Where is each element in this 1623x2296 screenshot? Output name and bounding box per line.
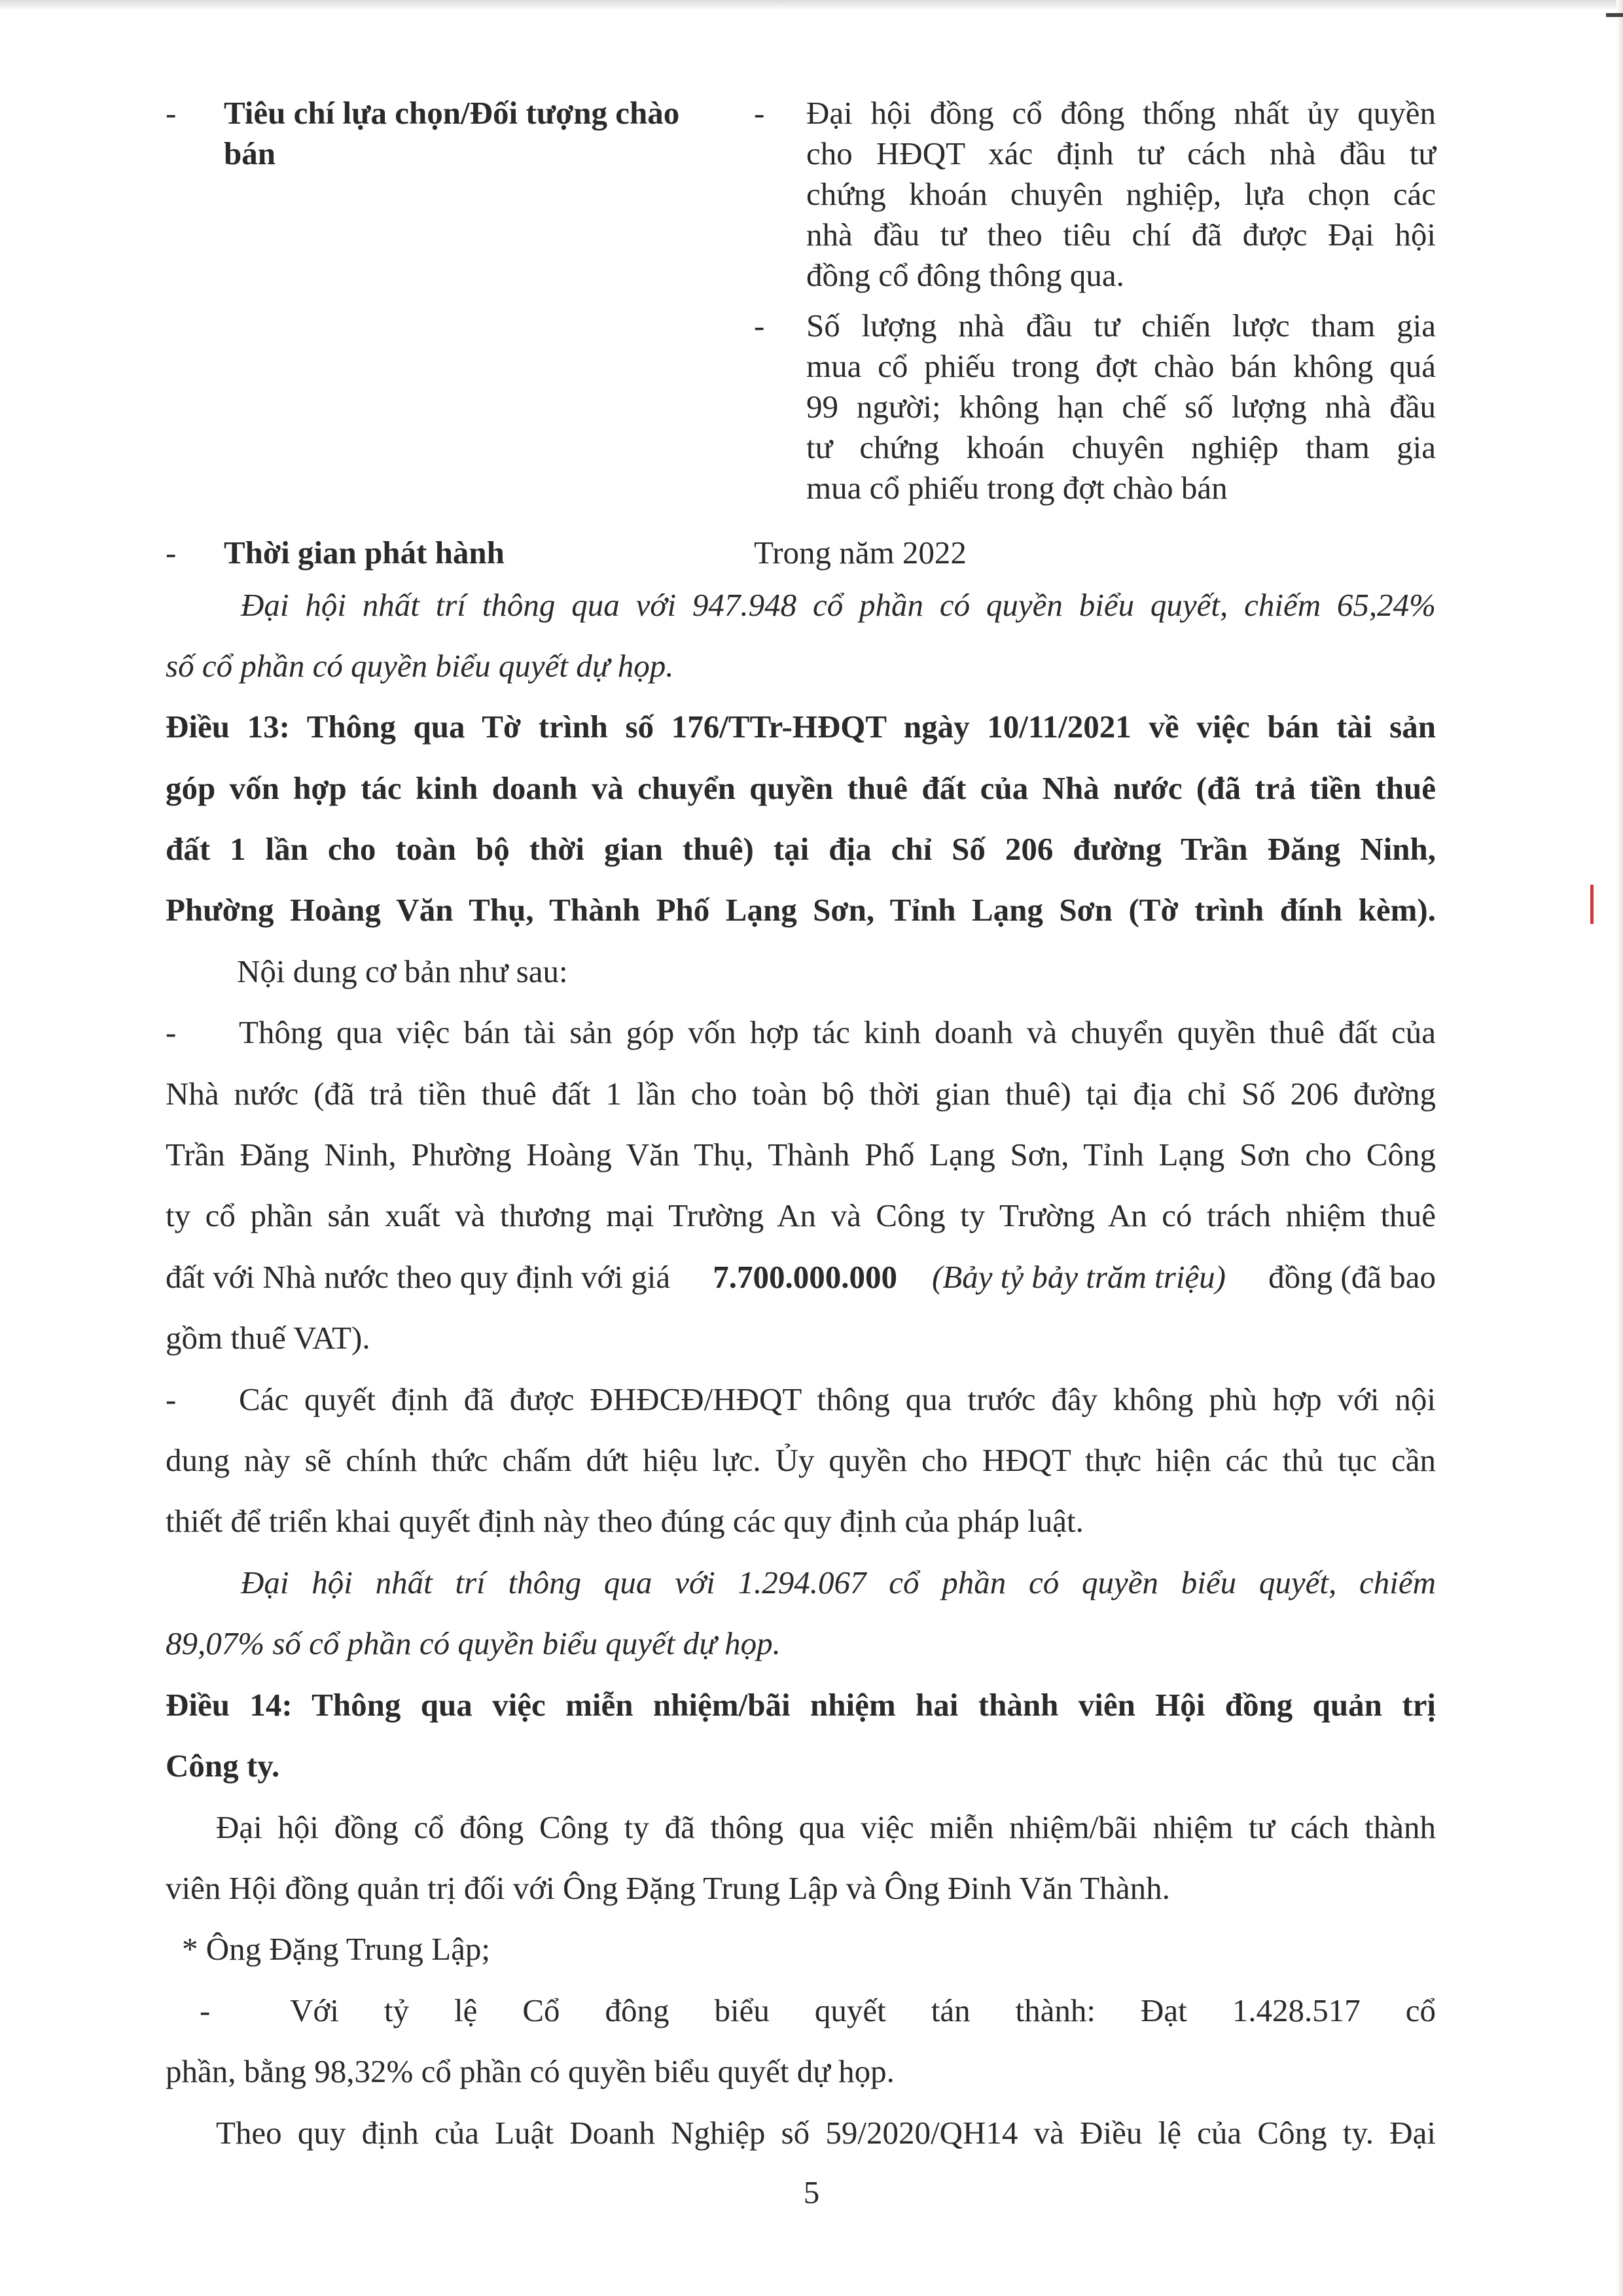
scan-edge-right [1616, 0, 1623, 2296]
price-words: (Bảy tỷ bảy trăm triệu) [931, 1259, 1226, 1295]
article-13-item1-line: ty cổ phần sản xuất và thương mại Trường An và Công ty Trường An có trách nhiệm thuê [166, 1197, 1436, 1233]
article-13-heading-line: góp vốn hợp tác kinh doanh và chuyển quyền thuê đất của Nhà nước (đã trả tiền thuê [166, 770, 1436, 806]
article-14-vote-dash: - [200, 1992, 211, 2028]
article-14-heading-line: Công ty. [166, 1748, 280, 1784]
article-13-item1-line: Thông qua việc bán tài sản góp vốn hợp tác kinh doanh và chuyển quyền thuê đất của [239, 1014, 1436, 1050]
article-13-item1-line: Trần Đăng Ninh, Phường Hoàng Văn Thụ, Thành Phố Lạng Sơn, Tỉnh Lạng Sơn cho Công [166, 1137, 1436, 1173]
page-number: 5 [803, 2174, 820, 2210]
red-margin-mark [1590, 885, 1594, 924]
article-14-vote-line: Với tỷ lệ Cổ đông biểu quyết tán thành: Đạt 1.428.517 cổ [290, 1992, 1436, 2028]
article-13-item2-line: dung này sẽ chính thức chấm dứt hiệu lực. Ủy quyền cho HĐQT thực hiện các thủ tục cần [166, 1442, 1436, 1478]
issue-time-label: Thời gian phát hành [224, 535, 505, 571]
article-13-heading-line: Phường Hoàng Văn Thụ, Thành Phố Lạng Sơn, Tỉnh Lạng Sơn (Tờ trình đính kèm). [166, 892, 1436, 928]
criteria-bullet1-line: chứng khoán chuyên nghiệp, lựa chọn các [806, 176, 1436, 212]
article-14-last-line: Theo quy định của Luật Doanh Nghiệp số 59/2020/QH14 và Điều lệ của Công ty. Đại [216, 2115, 1436, 2151]
criteria-bullet2-line: mua cổ phiếu trong đợt chào bán không quá [806, 348, 1436, 384]
article-14-person: * Ông Đặng Trung Lập; [182, 1931, 490, 1967]
criteria-bullet2-line: mua cổ phiếu trong đợt chào bán [806, 470, 1228, 506]
price-amount: 7.700.000.000 [713, 1259, 898, 1295]
article-14-para1-line: Đại hội đồng cổ đông Công ty đã thông qua việc miễn nhiệm/bãi nhiệm tư cách thành [216, 1809, 1436, 1845]
criteria-bullet1-line: cho HĐQT xác định tư cách nhà đầu tư [806, 135, 1436, 171]
article-13-item2-dash: - [166, 1381, 177, 1417]
article-13-item1-line: Nhà nước (đã trả tiền thuê đất 1 lần cho toàn bộ thời gian thuê) tại địa chỉ Số 206 đường [166, 1076, 1436, 1112]
criteria-bullet2-line: tư chứng khoán chuyên nghiệp tham gia [806, 429, 1436, 465]
price-suffix: đồng (đã bao [1260, 1259, 1436, 1295]
criteria-bullet1-line: nhà đầu tư theo tiêu chí đã được Đại hội [806, 217, 1436, 253]
price-prefix: đất với Nhà nước theo quy định với giá [166, 1259, 679, 1295]
article-13-item1-line: gồm thuế VAT). [166, 1320, 370, 1356]
scan-corner-mark [1606, 13, 1623, 17]
article-13-vote-line: 89,07% số cổ phần có quyền biểu quyết dự họp. [166, 1625, 781, 1661]
article-13-vote-line: Đại hội nhất trí thông qua với 1.294.067 cổ phần có quyền biểu quyết, chiếm [241, 1564, 1436, 1600]
article-13-item1-dash: - [166, 1014, 177, 1050]
article-14-vote-line: phần, bằng 98,32% cổ phần có quyền biểu quyết dự họp. [166, 2053, 895, 2089]
criteria-dash: - [166, 95, 177, 131]
issue-time-dash: - [166, 535, 177, 571]
criteria-bullet2-line: 99 người; không hạn chế số lượng nhà đầu [806, 389, 1436, 425]
criteria-label-line1: Tiêu chí lựa chọn/Đối tượng chào [224, 95, 680, 131]
criteria-bullet2-dash: - [754, 308, 765, 344]
article-13-item2-line: Các quyết định đã được ĐHĐCĐ/HĐQT thông qua trước đây không phù hợp với nội [239, 1381, 1436, 1417]
issue-time-value: Trong năm 2022 [754, 535, 967, 571]
article-13-heading-line: Điều 13: Thông qua Tờ trình số 176/TTr-HĐQT ngày 10/11/2021 về việc bán tài sản [166, 709, 1436, 745]
vote-result-1-line: Đại hội nhất trí thông qua với 947.948 cổ phần có quyền biểu quyết, chiếm 65,24% [241, 587, 1436, 623]
scan-edge-top [0, 0, 1623, 10]
vote-result-1-line: số cổ phần có quyền biểu quyết dự họp. [166, 648, 674, 684]
criteria-bullet1-dash: - [754, 95, 765, 131]
article-14-heading-line: Điều 14: Thông qua việc miễn nhiệm/bãi nhiệm hai thành viên Hội đồng quản trị [166, 1687, 1436, 1723]
criteria-bullet2-line: Số lượng nhà đầu tư chiến lược tham gia [806, 308, 1436, 344]
criteria-bullet1-line: Đại hội đồng cổ đông thống nhất ủy quyền [806, 95, 1436, 131]
criteria-bullet1-line: đồng cổ đông thông qua. [806, 257, 1124, 293]
article-13-heading-line: đất 1 lần cho toàn bộ thời gian thuê) tại địa chỉ Số 206 đường Trần Đăng Ninh, [166, 831, 1436, 867]
criteria-label-line2: bán [224, 135, 276, 171]
article-13-item2-line: thiết để triển khai quyết định này theo đúng các quy định của pháp luật. [166, 1503, 1084, 1539]
article-13-item1-price-line [166, 1261, 1436, 1293]
article-13-intro: Nội dung cơ bản như sau: [237, 953, 568, 989]
article-14-para1-line: viên Hội đồng quản trị đối với Ông Đặng Trung Lập và Ông Đinh Văn Thành. [166, 1870, 1170, 1906]
